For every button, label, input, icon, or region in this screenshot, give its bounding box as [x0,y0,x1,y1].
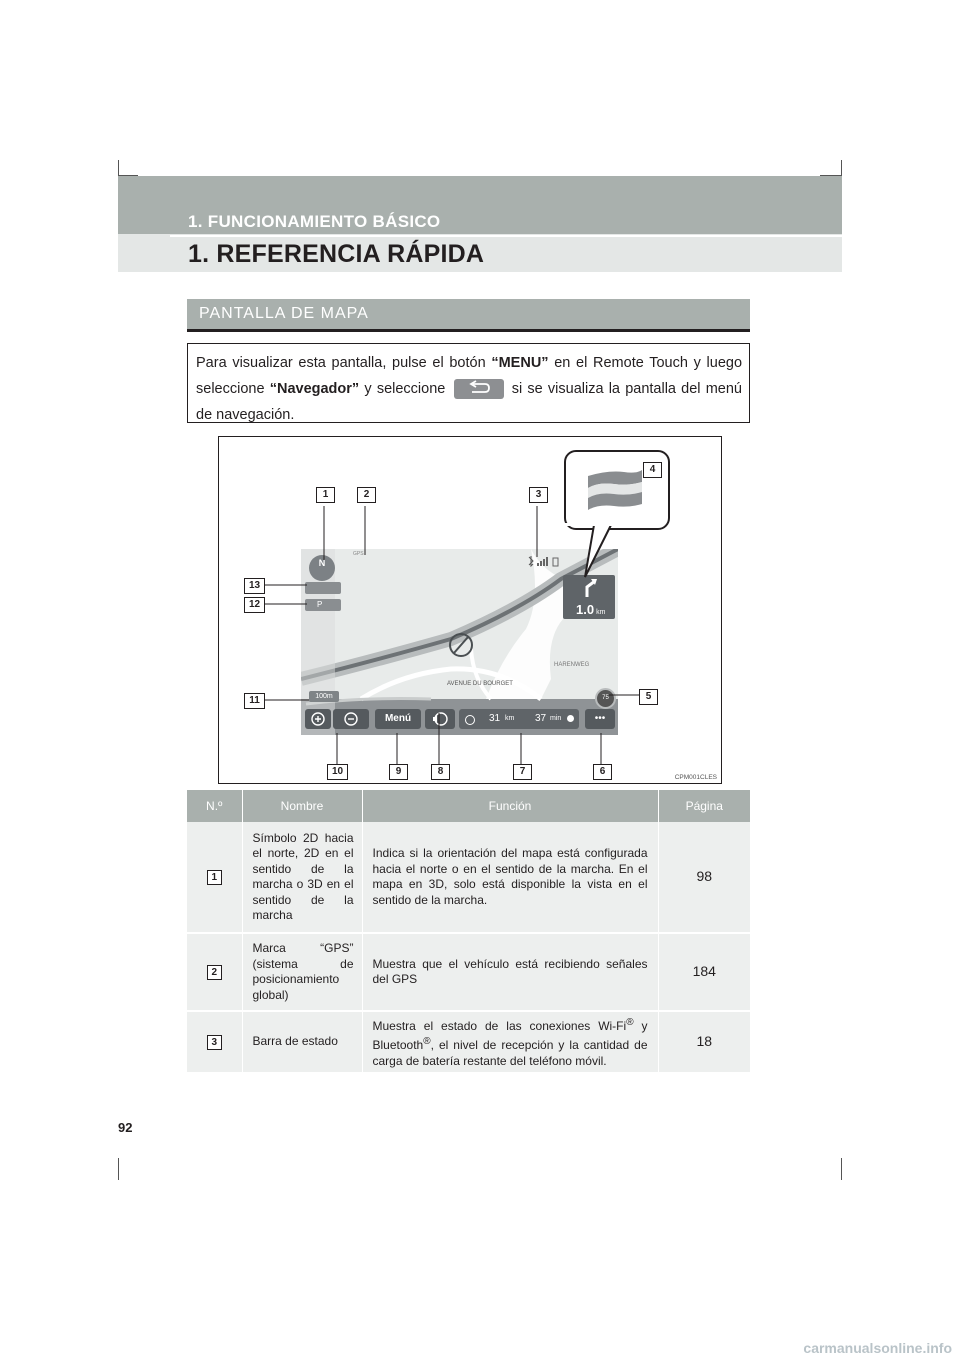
subheading: PANTALLA DE MAPA [199,305,369,322]
table-row [187,933,750,1011]
distance-unit: km [505,715,515,722]
map-screen [301,549,618,735]
subheading-bar [187,299,750,329]
callout-10: 10 [327,764,348,780]
header-band [118,176,842,234]
callout-11: 11 [244,693,265,709]
nav-button-label: “Navegador” [269,381,360,397]
item-name: Marca “GPS” (sistema de posicionamiento global) [242,933,362,1011]
item-page: 98 [658,822,750,933]
remaining-time: 37 [535,713,547,724]
figure-code: CPM001CLES [674,774,717,781]
chapter-title: 1. FUNCIONAMIENTO BÁSICO [188,212,441,231]
registered-mark: ® [423,1036,431,1048]
intro-part2: en el Remote Touch y luego seleccione [196,355,743,397]
callout-13: 13 [244,578,265,594]
next-turn-distance [576,602,605,617]
parking-icon[interactable] [305,599,341,611]
row-number [187,1011,242,1073]
subheading-rule [187,329,750,332]
crop-mark [841,1158,842,1180]
route-info-icon [465,715,475,725]
row-number [187,822,242,933]
compass-label: N [318,558,326,568]
gps-mark: GPS [353,551,364,557]
column-header-name: Nombre [242,790,362,822]
item-name: Barra de estado [242,1011,362,1073]
distance-unit: km [596,609,606,616]
page-header [118,176,842,272]
street-name: AVENUE DU BOURGET [447,681,513,687]
registered-mark: ® [626,1016,634,1028]
map-menu-button[interactable]: Menú [375,709,421,729]
function-text: , el nivel de recepción y la cantidad de carga de batería restante del teléfono móvil. [372,1038,648,1068]
menu-button-label: “MENU” [491,355,549,371]
street-name: HARENWEG [554,662,590,668]
intro-text [196,350,742,428]
item-page: 184 [658,933,750,1011]
route-info-bar[interactable] [459,709,579,729]
intro-box [187,343,750,423]
callout-8: 8 [431,764,450,780]
callout-9: 9 [389,764,408,780]
item-function [362,1011,658,1073]
settings-icon [567,715,574,722]
table-row [187,1011,750,1073]
zoom-in-button[interactable] [305,709,331,729]
intro-part3: y seleccione [359,381,451,397]
voice-guidance-button[interactable] [425,709,455,729]
zoom-out-button[interactable] [333,709,369,729]
page-number: 92 [118,1120,133,1135]
callout-5: 5 [639,689,658,705]
turn-arrow-icon [563,575,615,601]
header-rule [170,235,842,237]
map-figure [218,436,722,784]
status-bar [526,554,562,566]
reference-table [187,790,750,1074]
item-page: 18 [658,1011,750,1073]
watermark: carmanualsonline.info [803,1340,952,1356]
callout-1: 1 [316,487,335,503]
speed-limit-sign: 75 [595,688,616,709]
column-header-function: Función [362,790,658,822]
table-header-row [187,790,750,822]
section-title: 1. REFERENCIA RÁPIDA [188,240,485,268]
parking-label: P [317,600,323,609]
table-row [187,822,750,933]
row-number [187,933,242,1011]
callout-7: 7 [513,764,532,780]
compass-icon[interactable] [309,555,335,581]
callout-12: 12 [244,597,265,613]
callout-6: 6 [593,764,612,780]
more-options-button[interactable]: ••• [585,709,615,729]
item-function: Indica si la orientación del mapa está configurada hacia el norte o en el sentido de la marcha. En el mapa en 3D, solo está disponible la vista en el sentido de la marcha. [362,822,658,933]
item-number-box: 3 [207,1035,222,1050]
time-unit: min [550,715,562,722]
callout-3: 3 [529,487,548,503]
traffic-info-icon[interactable] [305,582,341,594]
column-header-number: N.º [187,790,242,822]
back-button-icon [454,379,504,399]
scale-indicator: 100m [309,691,339,702]
intro-part1: Para visualizar esta pantalla, pulse el botón [196,355,492,371]
callout-4: 4 [643,462,662,478]
crop-mark [118,1158,119,1180]
item-number-box: 1 [207,870,222,885]
next-turn-panel [563,575,615,619]
item-number-box: 2 [207,965,222,980]
function-text: y Bluetooth [372,1018,648,1053]
callout-2: 2 [357,487,376,503]
function-text: Muestra el estado de las conexiones Wi-Fi [372,1018,627,1033]
intro-part4: si se visualiza la pantalla del menú de navegación. [196,381,742,423]
item-function: Muestra que el vehículo está recibiendo señales del GPS [362,933,658,1011]
item-name: Símbolo 2D hacia el norte, 2D en el sentido de la marcha o 3D en el sentido de la marcha [242,822,362,933]
column-header-page: Página [658,790,750,822]
distance-value: 1.0 [576,602,595,617]
remaining-distance: 31 [489,713,501,724]
